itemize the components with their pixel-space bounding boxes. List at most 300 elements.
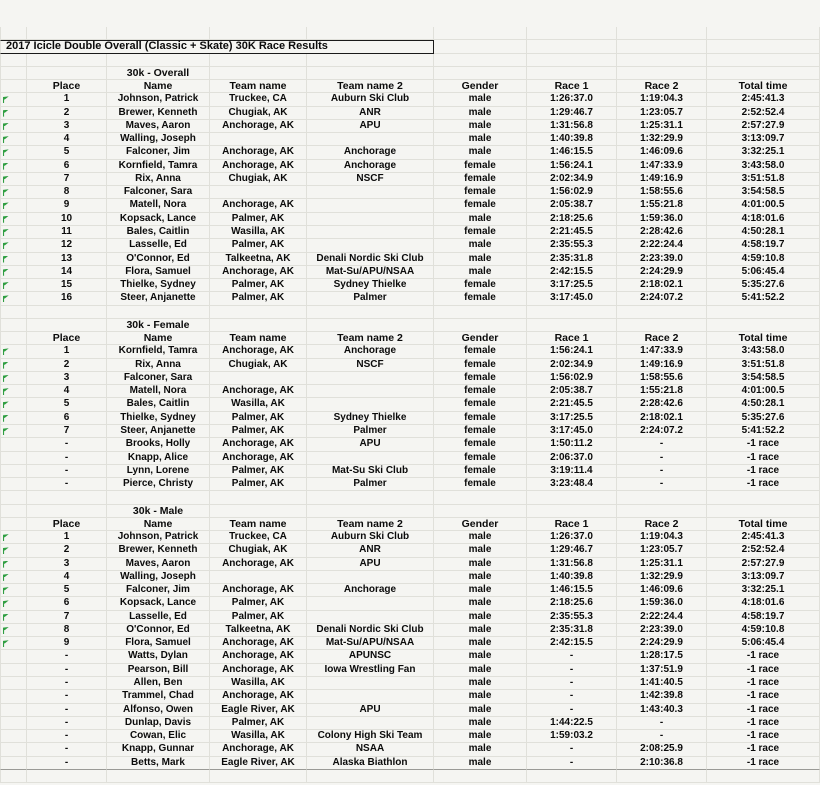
cell-team[interactable]: Chugiak, AK <box>210 173 307 186</box>
cell-team[interactable]: Anchorage, AK <box>210 664 307 677</box>
cell-gender[interactable]: female <box>434 279 527 292</box>
cell-place[interactable]: 12 <box>27 239 107 252</box>
cell-race1[interactable]: 3:17:45.0 <box>527 425 617 438</box>
cell-gender[interactable]: female <box>434 438 527 451</box>
cell-team[interactable]: Palmer, AK <box>210 279 307 292</box>
cell-team2[interactable]: Alaska Biathlon <box>307 757 434 770</box>
cell-team2[interactable]: Sydney Thielke <box>307 279 434 292</box>
cell-empty[interactable] <box>527 770 617 783</box>
cell-empty[interactable] <box>0 306 27 319</box>
cell-place[interactable]: 1 <box>27 345 107 358</box>
cell-gender[interactable]: male <box>434 624 527 637</box>
cell-gender[interactable]: male <box>434 584 527 597</box>
cell-race1[interactable]: 1:26:37.0 <box>527 93 617 106</box>
cell-total[interactable]: -1 race <box>707 743 820 756</box>
cell-name[interactable]: Steer, Anjanette <box>107 425 210 438</box>
cell-empty[interactable] <box>527 319 617 332</box>
cell-total[interactable]: 4:59:10.8 <box>707 624 820 637</box>
cell-empty[interactable] <box>210 505 307 518</box>
cell-team2[interactable]: Palmer <box>307 425 434 438</box>
cell-team[interactable]: Chugiak, AK <box>210 359 307 372</box>
cell-race1[interactable]: 3:17:25.5 <box>527 279 617 292</box>
cell-team[interactable]: Anchorage, AK <box>210 146 307 159</box>
cell-race2[interactable]: 2:18:02.1 <box>617 279 707 292</box>
cell-empty[interactable] <box>434 27 527 40</box>
cell-team2[interactable] <box>307 571 434 584</box>
cell-empty[interactable] <box>27 54 107 67</box>
cell-empty[interactable] <box>307 67 434 80</box>
cell-empty[interactable] <box>527 27 617 40</box>
cell-race2[interactable]: 2:10:36.8 <box>617 757 707 770</box>
cell-empty[interactable] <box>27 306 107 319</box>
cell-team2[interactable] <box>307 226 434 239</box>
cell-place[interactable]: - <box>27 650 107 663</box>
cell-race1[interactable]: 1:29:46.7 <box>527 544 617 557</box>
cell-race1[interactable]: 1:40:39.8 <box>527 571 617 584</box>
cell-team[interactable]: Anchorage, AK <box>210 558 307 571</box>
cell-race2[interactable]: 2:23:39.0 <box>617 624 707 637</box>
cell-team2[interactable]: Anchorage <box>307 160 434 173</box>
cell-race1[interactable]: - <box>527 704 617 717</box>
cell-team2[interactable] <box>307 690 434 703</box>
cell-empty[interactable] <box>107 770 210 783</box>
cell-race2[interactable]: 1:46:09.6 <box>617 146 707 159</box>
cell-team[interactable]: Anchorage, AK <box>210 438 307 451</box>
cell-team[interactable]: Anchorage, AK <box>210 637 307 650</box>
cell-place[interactable]: - <box>27 677 107 690</box>
cell-gender[interactable]: male <box>434 650 527 663</box>
cell-place[interactable]: 4 <box>27 571 107 584</box>
cell-team[interactable]: Anchorage, AK <box>210 266 307 279</box>
cell-race2[interactable]: 2:08:25.9 <box>617 743 707 756</box>
cell-gender[interactable]: female <box>434 425 527 438</box>
cell-empty[interactable] <box>527 54 617 67</box>
cell-place[interactable]: 8 <box>27 624 107 637</box>
cell-race2[interactable]: 1:47:33.9 <box>617 160 707 173</box>
cell-race1[interactable]: - <box>527 664 617 677</box>
cell-total[interactable]: -1 race <box>707 664 820 677</box>
cell-total[interactable]: 3:51:51.8 <box>707 359 820 372</box>
cell-empty[interactable] <box>707 40 820 53</box>
cell-team2[interactable]: Colony High Ski Team <box>307 730 434 743</box>
cell-total[interactable]: -1 race <box>707 757 820 770</box>
cell-team2[interactable]: Denali Nordic Ski Club <box>307 253 434 266</box>
cell-team2[interactable]: NSCF <box>307 359 434 372</box>
cell-name[interactable]: Walling, Joseph <box>107 571 210 584</box>
cell-place[interactable]: 2 <box>27 544 107 557</box>
cell-place[interactable]: - <box>27 465 107 478</box>
cell-total[interactable]: 3:13:09.7 <box>707 571 820 584</box>
cell-name[interactable]: Trammel, Chad <box>107 690 210 703</box>
cell-name[interactable]: Lasselle, Ed <box>107 611 210 624</box>
cell-race1[interactable]: 3:17:25.5 <box>527 412 617 425</box>
cell-race2[interactable]: 1:59:36.0 <box>617 597 707 610</box>
cell-race2[interactable]: 2:28:42.6 <box>617 226 707 239</box>
cell-name[interactable]: Bales, Caitlin <box>107 226 210 239</box>
cell-empty[interactable] <box>434 67 527 80</box>
cell-race2[interactable]: 1:55:21.8 <box>617 199 707 212</box>
cell-team2[interactable] <box>307 199 434 212</box>
cell-empty[interactable] <box>107 54 210 67</box>
cell-name[interactable]: Johnson, Patrick <box>107 531 210 544</box>
cell-team2[interactable]: Palmer <box>307 478 434 491</box>
cell-race2[interactable]: - <box>617 478 707 491</box>
cell-team[interactable]: Palmer, AK <box>210 412 307 425</box>
cell-empty[interactable] <box>527 505 617 518</box>
cell-total[interactable]: 4:59:10.8 <box>707 253 820 266</box>
cell-race1[interactable]: 1:56:24.1 <box>527 345 617 358</box>
cell-gender[interactable]: male <box>434 133 527 146</box>
cell-place[interactable]: - <box>27 452 107 465</box>
cell-empty[interactable] <box>27 319 107 332</box>
cell-race2[interactable]: - <box>617 452 707 465</box>
cell-team2[interactable] <box>307 372 434 385</box>
cell-name[interactable]: Walling, Joseph <box>107 133 210 146</box>
cell-empty[interactable] <box>434 770 527 783</box>
cell-gender[interactable]: female <box>434 452 527 465</box>
cell-empty[interactable] <box>707 319 820 332</box>
cell-team[interactable]: Palmer, AK <box>210 425 307 438</box>
cell-race1[interactable]: - <box>527 757 617 770</box>
cell-total[interactable]: 5:35:27.6 <box>707 412 820 425</box>
cell-place[interactable]: 1 <box>27 531 107 544</box>
cell-empty[interactable] <box>707 67 820 80</box>
cell-team2[interactable]: Denali Nordic Ski Club <box>307 624 434 637</box>
cell-gender[interactable]: female <box>434 412 527 425</box>
cell-team[interactable]: Wasilla, AK <box>210 398 307 411</box>
cell-race2[interactable]: 2:22:24.4 <box>617 611 707 624</box>
cell-place[interactable]: 6 <box>27 597 107 610</box>
cell-place[interactable]: - <box>27 664 107 677</box>
cell-race1[interactable]: 3:23:48.4 <box>527 478 617 491</box>
cell-gender[interactable]: male <box>434 717 527 730</box>
cell-race2[interactable]: 2:28:42.6 <box>617 398 707 411</box>
cell-name[interactable]: Falconer, Jim <box>107 146 210 159</box>
cell-total[interactable]: -1 race <box>707 478 820 491</box>
cell-empty[interactable] <box>210 306 307 319</box>
cell-race2[interactable]: 1:23:05.7 <box>617 107 707 120</box>
cell-place[interactable]: - <box>27 730 107 743</box>
cell-total[interactable]: 3:54:58.5 <box>707 186 820 199</box>
cell-team[interactable]: Anchorage, AK <box>210 743 307 756</box>
cell-team2[interactable]: Mat-Su/APU/NSAA <box>307 266 434 279</box>
cell-place[interactable]: 2 <box>27 359 107 372</box>
cell-team2[interactable]: Anchorage <box>307 584 434 597</box>
cell-team[interactable]: Anchorage, AK <box>210 584 307 597</box>
cell-team[interactable]: Anchorage, AK <box>210 650 307 663</box>
cell-team2[interactable]: Palmer <box>307 292 434 305</box>
cell-name[interactable]: Dunlap, Davis <box>107 717 210 730</box>
cell-name[interactable]: Kornfield, Tamra <box>107 160 210 173</box>
cell-total[interactable]: 3:43:58.0 <box>707 160 820 173</box>
cell-empty[interactable] <box>434 505 527 518</box>
cell-race1[interactable]: 1:56:02.9 <box>527 372 617 385</box>
cell-empty[interactable] <box>617 491 707 504</box>
cell-race1[interactable]: 2:35:31.8 <box>527 253 617 266</box>
cell-team2[interactable]: APUNSC <box>307 650 434 663</box>
cell-team2[interactable]: APU <box>307 438 434 451</box>
cell-race1[interactable]: 2:18:25.6 <box>527 213 617 226</box>
cell-place[interactable]: - <box>27 743 107 756</box>
cell-race1[interactable]: 2:06:37.0 <box>527 452 617 465</box>
cell-name[interactable]: Rix, Anna <box>107 359 210 372</box>
cell-team2[interactable] <box>307 452 434 465</box>
cell-race1[interactable]: 1:31:56.8 <box>527 558 617 571</box>
cell-team[interactable] <box>210 372 307 385</box>
cell-team[interactable]: Wasilla, AK <box>210 677 307 690</box>
cell-race1[interactable]: - <box>527 677 617 690</box>
cell-gender[interactable]: female <box>434 226 527 239</box>
cell-empty[interactable] <box>0 319 27 332</box>
cell-name[interactable]: Matell, Nora <box>107 385 210 398</box>
cell-empty[interactable] <box>434 54 527 67</box>
cell-empty[interactable] <box>210 27 307 40</box>
cell-team2[interactable]: Mat-Su Ski Club <box>307 465 434 478</box>
cell-team2[interactable]: Anchorage <box>307 146 434 159</box>
cell-team[interactable]: Anchorage, AK <box>210 199 307 212</box>
cell-team2[interactable]: Anchorage <box>307 345 434 358</box>
cell-total[interactable]: 2:45:41.3 <box>707 531 820 544</box>
cell-race2[interactable]: 1:59:36.0 <box>617 213 707 226</box>
cell-gender[interactable]: male <box>434 637 527 650</box>
cell-race1[interactable]: 3:17:45.0 <box>527 292 617 305</box>
cell-team2[interactable] <box>307 213 434 226</box>
cell-total[interactable]: 2:45:41.3 <box>707 93 820 106</box>
cell-name[interactable]: Knapp, Gunnar <box>107 743 210 756</box>
cell-empty[interactable] <box>0 332 27 345</box>
cell-name[interactable]: Flora, Samuel <box>107 637 210 650</box>
cell-team[interactable]: Palmer, AK <box>210 717 307 730</box>
cell-place[interactable]: 5 <box>27 398 107 411</box>
cell-team2[interactable] <box>307 385 434 398</box>
cell-race1[interactable]: - <box>527 743 617 756</box>
cell-total[interactable]: 4:58:19.7 <box>707 239 820 252</box>
cell-place[interactable]: 2 <box>27 107 107 120</box>
cell-empty[interactable] <box>307 505 434 518</box>
cell-empty[interactable] <box>434 319 527 332</box>
cell-empty[interactable] <box>27 505 107 518</box>
cell-race1[interactable]: 2:21:45.5 <box>527 226 617 239</box>
cell-race1[interactable]: 2:42:15.5 <box>527 266 617 279</box>
cell-name[interactable]: Kornfield, Tamra <box>107 345 210 358</box>
cell-empty[interactable] <box>27 491 107 504</box>
cell-place[interactable]: - <box>27 717 107 730</box>
cell-race1[interactable]: 1:50:11.2 <box>527 438 617 451</box>
cell-team2[interactable]: Auburn Ski Club <box>307 531 434 544</box>
cell-team2[interactable]: ANR <box>307 544 434 557</box>
cell-empty[interactable] <box>707 505 820 518</box>
cell-race2[interactable]: - <box>617 465 707 478</box>
cell-empty[interactable] <box>434 306 527 319</box>
cell-team[interactable]: Palmer, AK <box>210 478 307 491</box>
cell-race1[interactable]: 1:56:24.1 <box>527 160 617 173</box>
cell-gender[interactable]: male <box>434 611 527 624</box>
cell-total[interactable]: 4:58:19.7 <box>707 611 820 624</box>
cell-total[interactable]: 2:57:27.9 <box>707 558 820 571</box>
cell-gender[interactable]: male <box>434 730 527 743</box>
cell-empty[interactable] <box>617 40 707 53</box>
cell-gender[interactable]: male <box>434 531 527 544</box>
cell-place[interactable]: 6 <box>27 412 107 425</box>
cell-gender[interactable]: male <box>434 266 527 279</box>
cell-place[interactable]: 8 <box>27 186 107 199</box>
cell-place[interactable]: 9 <box>27 637 107 650</box>
cell-total[interactable]: 2:57:27.9 <box>707 120 820 133</box>
cell-race2[interactable]: 1:23:05.7 <box>617 544 707 557</box>
cell-race2[interactable]: 1:58:55.6 <box>617 186 707 199</box>
cell-race1[interactable]: 1:59:03.2 <box>527 730 617 743</box>
cell-team2[interactable]: Iowa Wrestling Fan <box>307 664 434 677</box>
cell-empty[interactable] <box>617 505 707 518</box>
cell-name[interactable]: Maves, Aaron <box>107 120 210 133</box>
cell-team2[interactable]: NSCF <box>307 173 434 186</box>
cell-race2[interactable]: 2:22:24.4 <box>617 239 707 252</box>
cell-race1[interactable]: 2:35:55.3 <box>527 611 617 624</box>
cell-gender[interactable]: male <box>434 544 527 557</box>
cell-empty[interactable] <box>307 306 434 319</box>
cell-place[interactable]: 5 <box>27 146 107 159</box>
cell-gender[interactable]: male <box>434 571 527 584</box>
cell-race1[interactable]: 1:26:37.0 <box>527 531 617 544</box>
cell-total[interactable]: -1 race <box>707 452 820 465</box>
cell-total[interactable]: 4:01:00.5 <box>707 199 820 212</box>
cell-empty[interactable] <box>107 491 210 504</box>
cell-race2[interactable]: 1:41:40.5 <box>617 677 707 690</box>
cell-name[interactable]: Rix, Anna <box>107 173 210 186</box>
cell-name[interactable]: Flora, Samuel <box>107 266 210 279</box>
cell-gender[interactable]: male <box>434 253 527 266</box>
cell-race1[interactable]: 1:46:15.5 <box>527 146 617 159</box>
cell-empty[interactable] <box>307 491 434 504</box>
cell-empty[interactable] <box>210 770 307 783</box>
cell-empty[interactable] <box>707 27 820 40</box>
cell-place[interactable]: 5 <box>27 584 107 597</box>
cell-total[interactable]: 3:13:09.7 <box>707 133 820 146</box>
cell-team[interactable]: Palmer, AK <box>210 239 307 252</box>
cell-team[interactable] <box>210 133 307 146</box>
cell-team[interactable]: Palmer, AK <box>210 213 307 226</box>
cell-total[interactable]: 5:06:45.4 <box>707 637 820 650</box>
cell-total[interactable]: 4:50:28.1 <box>707 398 820 411</box>
cell-team[interactable]: Anchorage, AK <box>210 452 307 465</box>
cell-total[interactable]: -1 race <box>707 438 820 451</box>
cell-gender[interactable]: male <box>434 558 527 571</box>
cell-empty[interactable] <box>527 306 617 319</box>
cell-place[interactable]: 15 <box>27 279 107 292</box>
cell-empty[interactable] <box>0 80 27 93</box>
cell-team[interactable]: Anchorage, AK <box>210 385 307 398</box>
cell-empty[interactable] <box>434 40 527 53</box>
cell-gender[interactable]: female <box>434 292 527 305</box>
cell-team[interactable]: Chugiak, AK <box>210 107 307 120</box>
cell-empty[interactable] <box>210 319 307 332</box>
cell-race1[interactable]: 2:02:34.9 <box>527 359 617 372</box>
cell-place[interactable]: 1 <box>27 93 107 106</box>
cell-team2[interactable]: APU <box>307 558 434 571</box>
cell-name[interactable]: Brewer, Kenneth <box>107 544 210 557</box>
cell-race2[interactable]: 1:32:29.9 <box>617 571 707 584</box>
cell-race1[interactable]: 2:02:34.9 <box>527 173 617 186</box>
cell-empty[interactable] <box>527 40 617 53</box>
cell-race1[interactable]: 1:46:15.5 <box>527 584 617 597</box>
cell-race1[interactable]: 2:42:15.5 <box>527 637 617 650</box>
cell-gender[interactable]: female <box>434 186 527 199</box>
cell-empty[interactable] <box>0 491 27 504</box>
cell-empty[interactable] <box>307 27 434 40</box>
cell-name[interactable]: Brewer, Kenneth <box>107 107 210 120</box>
cell-team[interactable]: Truckee, CA <box>210 93 307 106</box>
cell-empty[interactable] <box>707 770 820 783</box>
cell-place[interactable]: 9 <box>27 199 107 212</box>
cell-empty[interactable] <box>210 491 307 504</box>
cell-total[interactable]: 5:41:52.2 <box>707 292 820 305</box>
cell-race2[interactable]: - <box>617 438 707 451</box>
cell-total[interactable]: 3:51:51.8 <box>707 173 820 186</box>
cell-total[interactable]: 3:32:25.1 <box>707 584 820 597</box>
cell-race2[interactable]: 2:24:29.9 <box>617 266 707 279</box>
cell-race2[interactable]: 1:49:16.9 <box>617 359 707 372</box>
cell-total[interactable]: 2:52:52.4 <box>707 107 820 120</box>
cell-empty[interactable] <box>107 27 210 40</box>
cell-empty[interactable] <box>527 491 617 504</box>
cell-total[interactable]: 2:52:52.4 <box>707 544 820 557</box>
sheet-title[interactable]: 2017 Icicle Double Overall (Classic + Skate) 30K Race Results <box>0 40 434 53</box>
cell-team[interactable]: Anchorage, AK <box>210 345 307 358</box>
cell-empty[interactable] <box>527 67 617 80</box>
cell-empty[interactable] <box>0 67 27 80</box>
cell-place[interactable]: 3 <box>27 558 107 571</box>
cell-race2[interactable]: 2:24:07.2 <box>617 425 707 438</box>
cell-gender[interactable]: female <box>434 465 527 478</box>
cell-empty[interactable] <box>307 319 434 332</box>
cell-place[interactable]: 11 <box>27 226 107 239</box>
cell-name[interactable]: Thielke, Sydney <box>107 412 210 425</box>
cell-race1[interactable]: 1:31:56.8 <box>527 120 617 133</box>
cell-empty[interactable] <box>0 518 27 531</box>
cell-race1[interactable]: 2:05:38.7 <box>527 385 617 398</box>
cell-empty[interactable] <box>617 319 707 332</box>
cell-gender[interactable]: male <box>434 690 527 703</box>
cell-team[interactable]: Chugiak, AK <box>210 544 307 557</box>
cell-name[interactable]: Steer, Anjanette <box>107 292 210 305</box>
cell-gender[interactable]: male <box>434 146 527 159</box>
cell-empty[interactable] <box>0 505 27 518</box>
cell-name[interactable]: Matell, Nora <box>107 199 210 212</box>
cell-total[interactable]: 5:35:27.6 <box>707 279 820 292</box>
cell-team2[interactable]: NSAA <box>307 743 434 756</box>
cell-name[interactable]: Watts, Dylan <box>107 650 210 663</box>
cell-gender[interactable]: male <box>434 93 527 106</box>
cell-total[interactable]: -1 race <box>707 650 820 663</box>
cell-team2[interactable]: Mat-Su/APU/NSAA <box>307 637 434 650</box>
cell-empty[interactable] <box>0 770 27 783</box>
cell-name[interactable]: Pierce, Christy <box>107 478 210 491</box>
cell-name[interactable]: Knapp, Alice <box>107 452 210 465</box>
cell-race2[interactable]: 2:18:02.1 <box>617 412 707 425</box>
cell-race1[interactable]: 1:44:22.5 <box>527 717 617 730</box>
cell-gender[interactable]: female <box>434 345 527 358</box>
cell-race1[interactable]: 1:40:39.8 <box>527 133 617 146</box>
cell-team2[interactable]: APU <box>307 120 434 133</box>
cell-gender[interactable]: male <box>434 704 527 717</box>
cell-team[interactable]: Eagle River, AK <box>210 757 307 770</box>
cell-gender[interactable]: female <box>434 199 527 212</box>
cell-total[interactable]: 3:43:58.0 <box>707 345 820 358</box>
cell-total[interactable]: 3:54:58.5 <box>707 372 820 385</box>
cell-team[interactable]: Palmer, AK <box>210 465 307 478</box>
cell-team[interactable]: Truckee, CA <box>210 531 307 544</box>
cell-total[interactable]: -1 race <box>707 704 820 717</box>
